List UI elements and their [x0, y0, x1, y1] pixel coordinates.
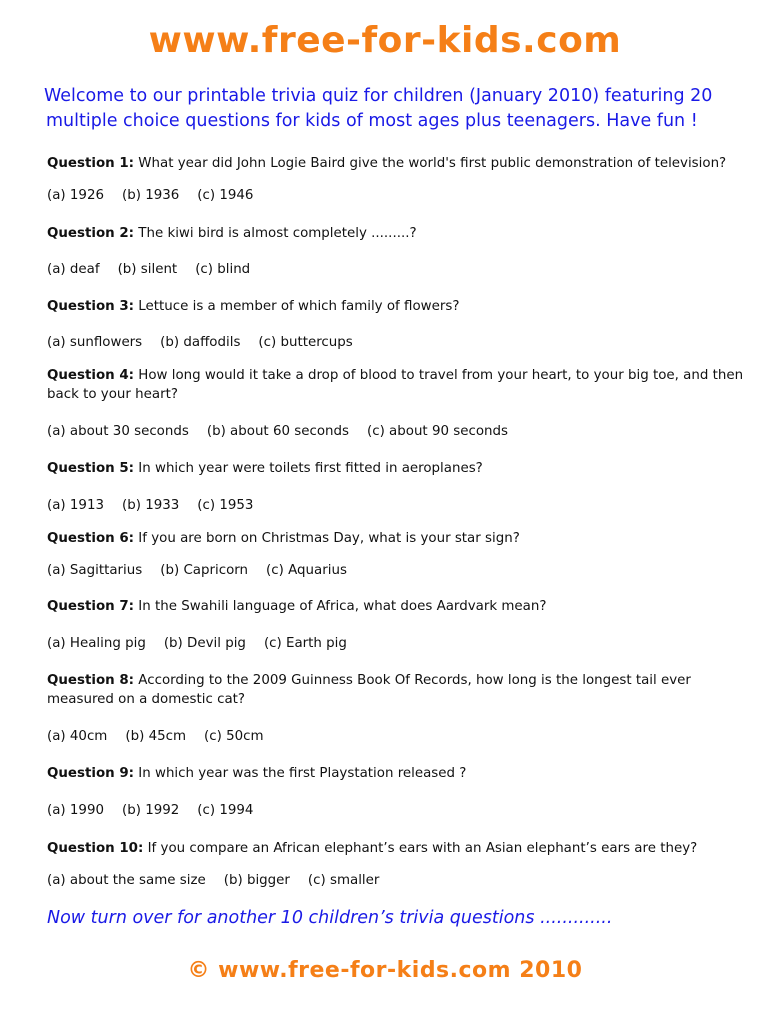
answer-a: (a) about the same size	[47, 873, 206, 888]
question-label: Question 5:	[47, 461, 135, 476]
answer-c: (c) smaller	[307, 873, 380, 888]
answer-b: (b) Devil pig	[163, 636, 246, 651]
answer-c: (c) Earth pig	[263, 636, 347, 651]
question-6	[47, 529, 747, 548]
answer-b: (b) daffodils	[160, 335, 241, 350]
question-label: Question 1:	[47, 156, 135, 171]
footer-copyright: © www.free-for-kids.com 2010	[187, 958, 583, 983]
answer-c: (c) 50cm	[204, 729, 264, 744]
answer-b: (b) silent	[117, 262, 178, 277]
answers-4	[47, 422, 747, 441]
question-text: In which year was the first Playstation released ?	[138, 766, 467, 781]
answer-b: (b) Capricorn	[160, 563, 249, 578]
answer-a: (a) deaf	[47, 262, 100, 277]
answer-b: (b) 1992	[122, 803, 180, 818]
question-8	[47, 671, 747, 709]
question-5	[47, 459, 747, 478]
answer-a: (a) 40cm	[47, 729, 108, 744]
answers-1	[47, 186, 747, 205]
question-label: Question 8:	[47, 673, 135, 688]
answer-a: (a) Sagittarius	[47, 563, 143, 578]
answer-a: (a) 1926	[47, 188, 104, 203]
question-label: Question 2:	[47, 226, 135, 241]
question-text: According to the 2009 Guinness Book Of Records, how long is the longest tail ever measured on a domestic cat?	[47, 673, 691, 707]
question-7	[47, 597, 747, 616]
answer-c: (c) buttercups	[258, 335, 353, 350]
question-label: Question 7:	[47, 599, 135, 614]
site-title: www.free-for-kids.com	[148, 20, 622, 61]
answer-c: (c) Aquarius	[266, 563, 347, 578]
answer-c: (c) 1994	[197, 803, 254, 818]
question-text: How long would it take a drop of blood to travel from your heart, to your big toe, and then back to your heart?	[47, 368, 744, 402]
answers-7	[47, 634, 747, 653]
answer-b: (b) about 60 seconds	[206, 424, 349, 439]
question-9	[47, 764, 747, 783]
answer-a: (a) sunflowers	[47, 335, 143, 350]
answers-10	[47, 871, 747, 890]
answer-a: (a) 1990	[47, 803, 104, 818]
answers-6	[47, 561, 747, 580]
answer-b: (b) 1936	[122, 188, 180, 203]
question-10	[47, 839, 747, 858]
answers-9	[47, 801, 747, 820]
question-1	[47, 154, 747, 173]
answer-b: (b) 45cm	[125, 729, 187, 744]
answer-a: (a) 1913	[47, 498, 104, 513]
intro-text	[44, 84, 744, 134]
answer-a: (a) about 30 seconds	[47, 424, 189, 439]
answer-c: (c) blind	[195, 262, 251, 277]
answer-c: (c) 1953	[197, 498, 254, 513]
answer-b: (b) 1933	[122, 498, 180, 513]
question-label: Question 6:	[47, 531, 135, 546]
question-text: Lettuce is a member of which family of flowers?	[138, 299, 460, 314]
question-4	[47, 366, 747, 404]
intro-line-1: Welcome to our printable trivia quiz for children (January 2010) featuring 20	[44, 86, 713, 106]
question-text: In the Swahili language of Africa, what does Aardvark mean?	[138, 599, 547, 614]
answer-a: (a) Healing pig	[47, 636, 146, 651]
question-label: Question 9:	[47, 766, 135, 781]
question-text: In which year were toilets first fitted in aeroplanes?	[138, 461, 483, 476]
answer-b: (b) bigger	[223, 873, 290, 888]
answers-2	[47, 260, 747, 279]
question-text: The kiwi bird is almost completely .........?	[138, 226, 417, 241]
question-text: What year did John Logie Baird give the world's first public demonstration of television?	[138, 156, 727, 171]
intro-line-2: multiple choice questions for kids of most ages plus teenagers. Have fun !	[46, 111, 698, 131]
question-text: If you are born on Christmas Day, what is your star sign?	[138, 531, 520, 546]
question-label: Question 4:	[47, 368, 135, 383]
question-2	[47, 224, 747, 243]
answer-c: (c) 1946	[197, 188, 254, 203]
answers-8	[47, 727, 747, 746]
question-label: Question 10:	[47, 841, 144, 856]
question-3	[47, 297, 747, 316]
turn-over-note: Now turn over for another 10 children’s trivia questions .............	[47, 908, 613, 928]
answers-3	[47, 333, 747, 352]
answers-5	[47, 496, 747, 515]
question-label: Question 3:	[47, 299, 135, 314]
answer-c: (c) about 90 seconds	[366, 424, 508, 439]
question-text: If you compare an African elephant’s ears with an Asian elephant’s ears are they?	[147, 841, 698, 856]
